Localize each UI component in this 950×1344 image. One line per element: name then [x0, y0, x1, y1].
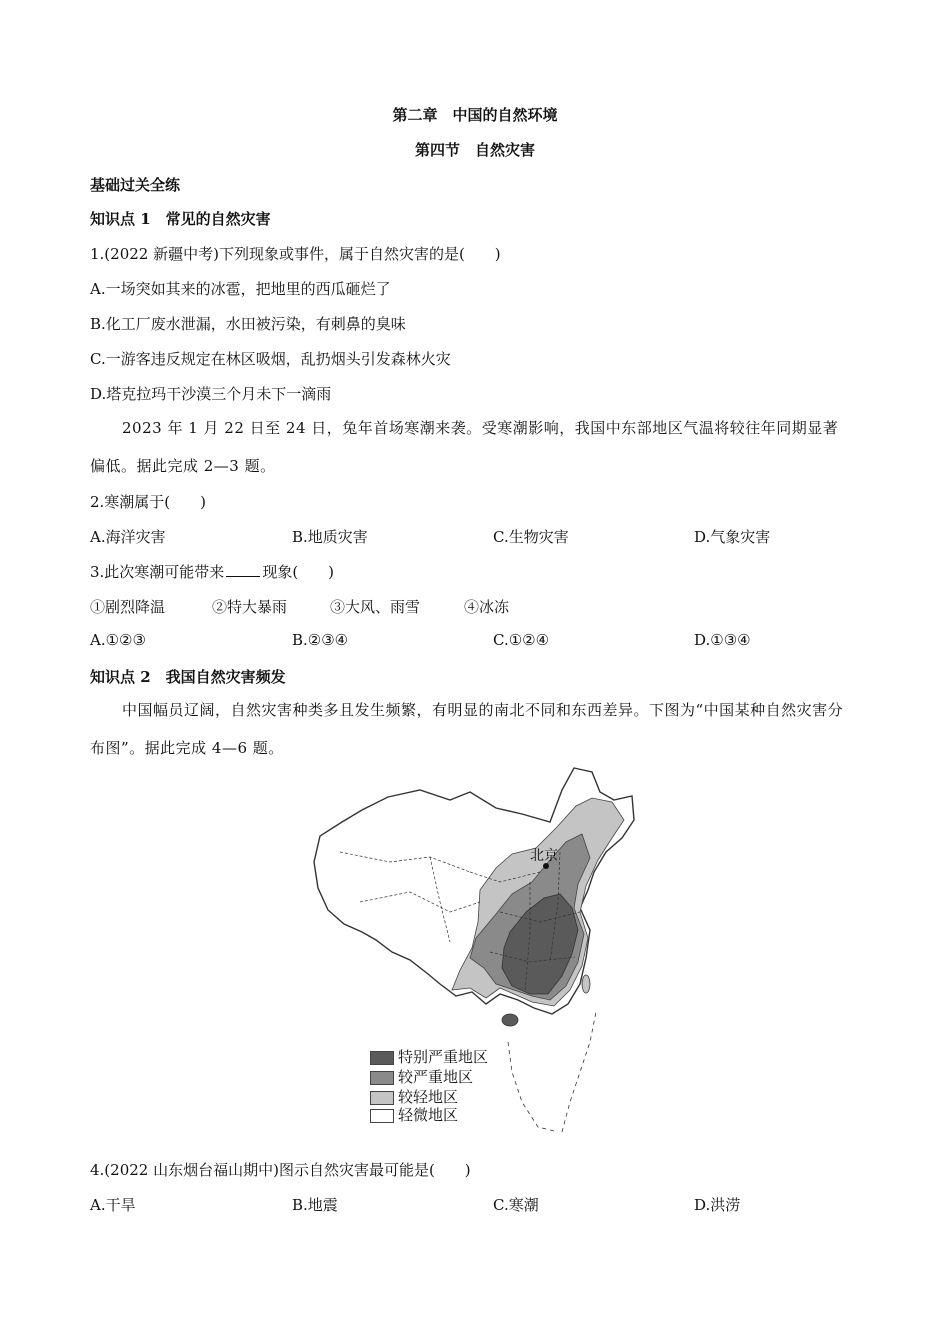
question-4-stem: 4.(2022 山东烟台福山期中)图示自然灾害最可能是( ) [90, 1161, 471, 1179]
beijing-label: 北京 [530, 848, 558, 864]
legend-item-slight [370, 1104, 458, 1125]
question-3-stem-before: 3.此次寒潮可能带来 [90, 563, 225, 581]
question-2-option-c: C.生物灾害 [493, 528, 569, 546]
question-3-item-2: ②特大暴雨 [212, 598, 288, 616]
question-3-stem-after: 现象( ) [262, 563, 335, 581]
question-1-option-b: B.化工厂废水泄漏，水田被污染，有刺鼻的臭味 [90, 315, 406, 333]
question-3-item-1: ①剧烈降温 [90, 598, 166, 616]
question-1-option-c: C.一游客违反规定在林区吸烟，乱扔烟头引发森林火灾 [90, 350, 451, 368]
legend-swatch-slight [370, 1109, 394, 1123]
section-title: 第四节 自然灾害 [414, 141, 535, 159]
question-3-option-c: C.①②④ [493, 631, 550, 649]
chapter-title: 第二章 中国的自然环境 [392, 106, 558, 124]
legend-label-light: 较轻地区 [398, 1088, 459, 1106]
disaster-passage: 中国幅员辽阔，自然灾害种类多且发生频繁，有明显的南北不同和东西差异。下图为“中国某种自然灾害分布图”。据此完成 4—6 题。 [90, 701, 844, 757]
question-2-stem: 2.寒潮属于( ) [90, 493, 207, 511]
question-4-option-d: D.洪涝 [694, 1196, 741, 1214]
china-disaster-map [300, 762, 650, 1137]
question-2-option-a: A.海洋灾害 [90, 528, 166, 546]
legend-swatch-moderate [370, 1071, 394, 1085]
question-3-option-b: B.②③④ [292, 631, 349, 649]
legend-label-slight: 轻微地区 [398, 1106, 459, 1124]
knowledge-point-2-heading: 知识点 2 我国自然灾害频发 [90, 668, 286, 686]
legend-swatch-light [370, 1091, 394, 1105]
question-4-option-b: B.地震 [292, 1196, 338, 1214]
question-3-option-a: A.①②③ [90, 631, 146, 649]
knowledge-point-1-heading: 知识点 1 常见的自然灾害 [90, 210, 271, 228]
question-4-option-c: C.寒潮 [493, 1196, 539, 1214]
question-2-option-b: B.地质灾害 [292, 528, 368, 546]
legend-swatch-severe [370, 1051, 394, 1065]
question-3-item-4: ④冰冻 [464, 598, 510, 616]
hainan-island [502, 1014, 518, 1026]
question-3-item-3: ③大风、雨雪 [330, 598, 421, 616]
legend-label-moderate: 较严重地区 [398, 1068, 474, 1086]
answer-blank [226, 562, 260, 577]
legend-label-severe: 特别严重地区 [398, 1048, 489, 1066]
cold-wave-passage: 2023 年 1 月 22 日至 24 日，兔年首场寒潮来袭。受寒潮影响，我国中东部地区气温将较往年同期显著偏低。据此完成 2—3 题。 [90, 419, 839, 475]
taiwan-island [582, 975, 590, 993]
question-1-option-d: D.塔克拉玛干沙漠三个月未下一滴雨 [90, 385, 332, 403]
legend-item-moderate [370, 1066, 473, 1087]
legend-item-severe [370, 1046, 488, 1067]
south-sea-dashed-line [508, 1012, 596, 1132]
question-2-option-d: D.气象灾害 [694, 528, 771, 546]
question-1-option-a: A.一场突如其来的冰雹，把地里的西瓜砸烂了 [90, 280, 391, 298]
practice-heading: 基础过关全练 [90, 176, 181, 194]
question-3-option-d: D.①③④ [694, 631, 751, 649]
question-4-option-a: A.干旱 [90, 1196, 136, 1214]
question-1-stem: 1.(2022 新疆中考)下列现象或事件，属于自然灾害的是( ) [90, 245, 501, 263]
question-3-stem [90, 561, 334, 582]
